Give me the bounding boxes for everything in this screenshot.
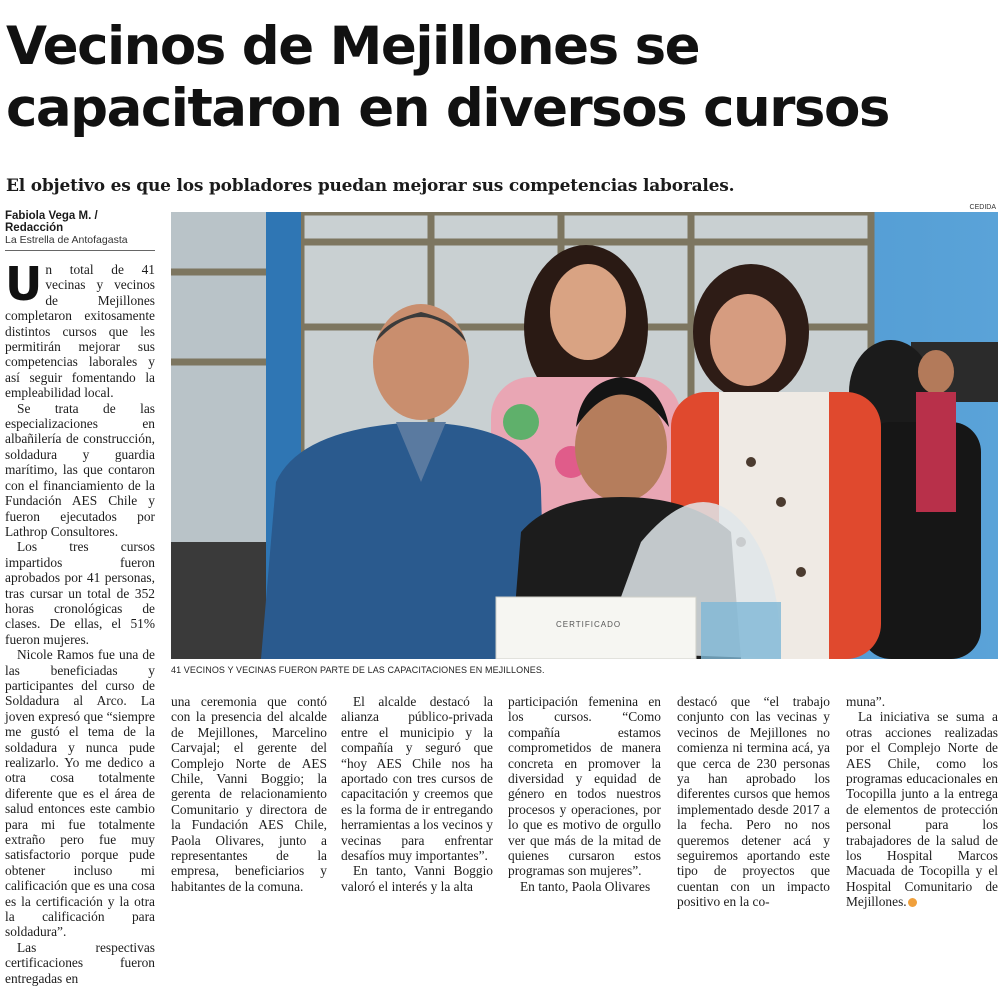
paragraph: En tanto, Vanni Boggio valoró el interés y la alta	[341, 863, 493, 894]
paragraph	[846, 709, 998, 909]
paragraph: Las respectivas certificaciones fueron entregadas en	[5, 939, 155, 986]
column-1	[5, 257, 155, 986]
lead-text: n total de 41 vecinas y vecinos de Mejillones completaron exitosamente distintos cursos que les permitirán mejorar sus competencias laborales y así seguir fomentando la empleabilidad local.	[5, 262, 155, 401]
column-3	[341, 694, 493, 894]
closing-text: La iniciativa se suma a otras acciones realizadas por el Complejo Norte de AES Chile, como los programas educacionales en Tocopilla junto a la entrega de elementos de protección personal para los trabajadores de la salud de los Hospital Marcos Macuada de Tocopilla y el Hospital Comunitario de Mejillones.	[846, 709, 998, 910]
paragraph: una ceremonia que contó con la presencia del alcalde de Mejillones, Marcelino Carvajal; el gerente del Complejo Norte de AES Chile, Vanni Boggio; la gerenta de relacionamiento Comunitario y directora de la Fundación AES Chile, Paola Olivares, junto a representantes de la empresa, beneficiarios y habitantes de la comuna.	[171, 694, 327, 894]
column-2	[171, 694, 327, 894]
photo-illustration	[171, 212, 998, 659]
photo-credit: CEDIDA	[969, 204, 996, 211]
byline-author: Fabiola Vega M. / Redacción	[5, 210, 98, 234]
sun-end-icon	[908, 898, 917, 907]
paragraph: Se trata de las especializaciones en albañilería de construcción, soldadura y guardia marítimo, las que contaron con el financiamiento de la Fundación AES Chile y fueron ejecutados por Lathrop Consultores.	[5, 400, 155, 539]
article-photo	[171, 212, 998, 659]
lead-paragraph	[5, 257, 155, 401]
drop-cap: U	[5, 257, 43, 311]
paragraph: En tanto, Paola Olivares	[520, 878, 651, 894]
column-5	[677, 694, 830, 910]
column-6	[846, 694, 998, 910]
column-4	[508, 694, 661, 894]
byline	[5, 210, 155, 251]
paragraph: El alcalde destacó la alianza público-privada entre el municipio y la compañía y seguró que “hoy AES Chile nos ha aportado con tres cursos de capacitación y creemos que es la forma de ir entregando herramientas a los vecinos y vecinas para enfrentar desafíos muy importantes”.	[341, 694, 493, 864]
paragraph: Nicole Ramos fue una de las beneficiadas y participantes del curso de Soldadura al Arco. La joven expresó que “siempre me gustó el tema de la soldadura y nunca pude realizarlo. Yo me dedico a otra cosa totalmente diferente que es el área de salud entonces este cambio para mi fue totalmente extraño pero fue muy satisfactorio porque pude obtener incluso mi calificación que es una cosa es la certificación y la otra la calificación para soldadura”.	[5, 647, 155, 940]
certificate-label: CERTIFICADO	[556, 620, 622, 629]
paragraph: destacó que “el trabajo conjunto con las vecinas y vecinos de Mejillones no comienza ni termina acá, ya que cerca de 230 personas ya han aprobado los diferentes cursos que hemos implementado desde 2017 a la fecha. Pero no nos queremos detener acá y seguiremos aportando este tipo de proyectos que cuentan con un impacto positivo en la co-	[677, 694, 830, 910]
paragraph: Los tres cursos impartidos fueron aprobados por 41 personas, tras cursar un total de 352 horas cronológicas de clases. De ellas, el 51% fueron mujeres.	[5, 539, 155, 647]
paragraph: muna”.	[846, 694, 886, 709]
paragraph: participación femenina en los cursos. “Como compañía estamos comprometidos de manera concreta en promover la diversidad y equidad de género en todos nuestros procesos y operaciones, por lo que es motivo de orgullo ver que más de la mitad de quienes cursaron estos programas son mujeres”.	[508, 694, 661, 879]
deck-subtitle: El objetivo es que los pobladores puedan mejorar sus competencias laborales.	[6, 176, 735, 196]
photo-caption: 41 VECINOS Y VECINAS FUERON PARTE DE LAS CAPACITACIONES EN MEJILLONES.	[171, 665, 545, 675]
headline: Vecinos de Mejillones se capacitaron en diversos cursos	[6, 16, 889, 139]
byline-outlet: La Estrella de Antofagasta	[5, 234, 128, 246]
